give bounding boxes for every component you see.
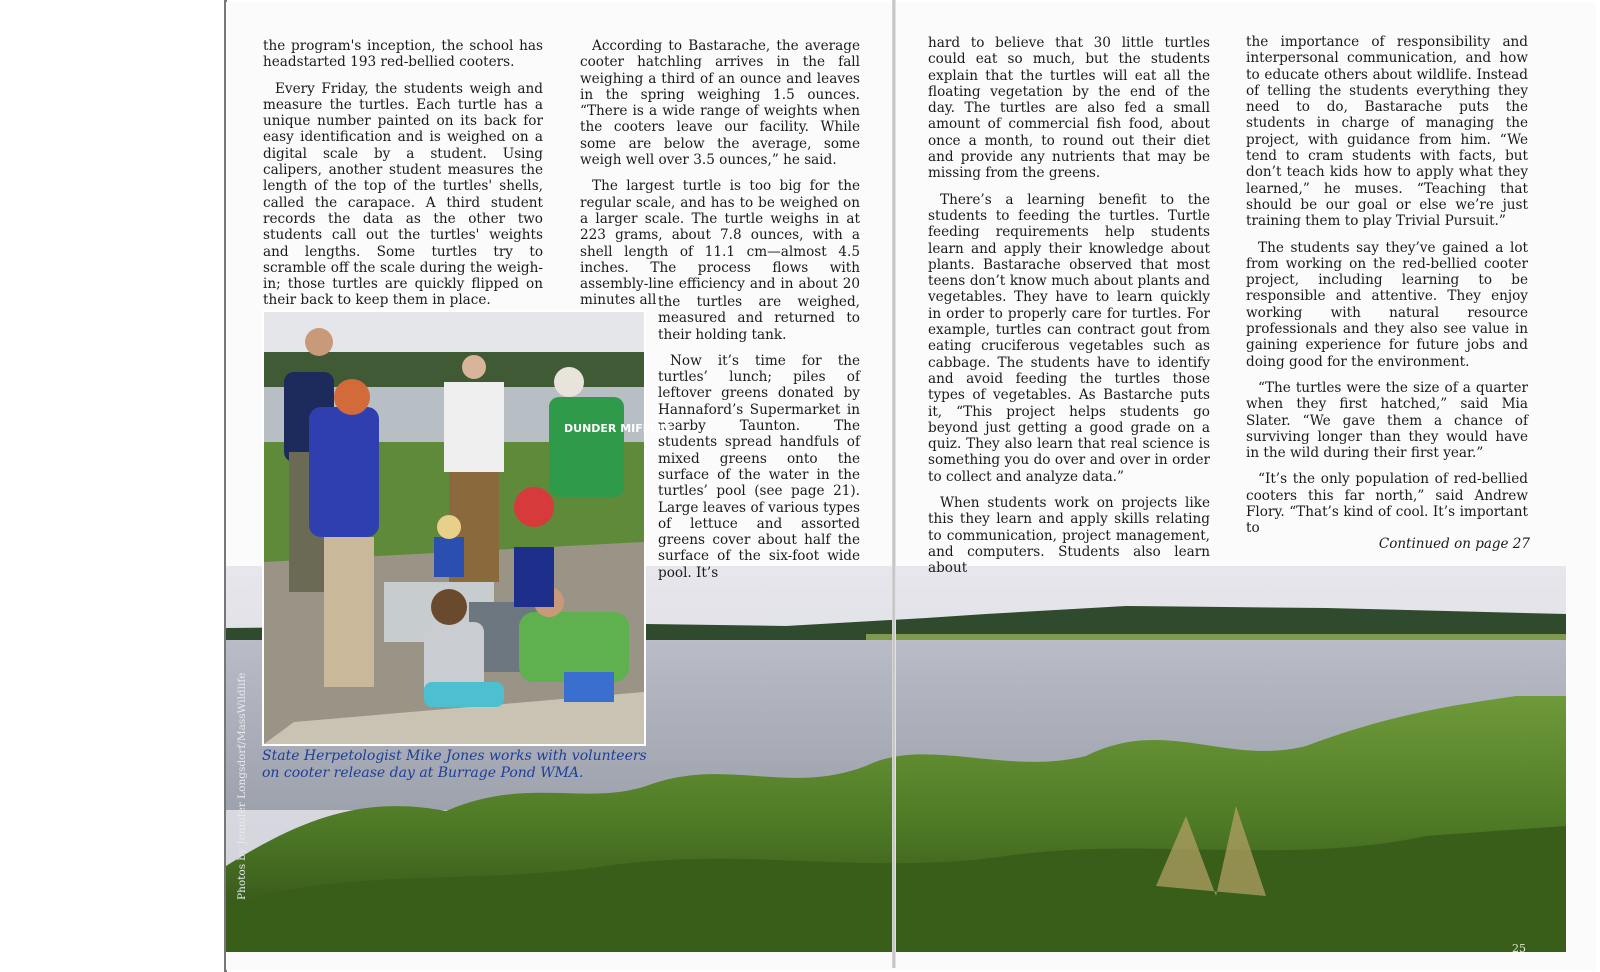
paragraph: The largest turtle is too big for the regular scale, and has to be weighed on a larger scale. The turtle weighs in at 223 grams, about 7.8 ounces, with a shell length of 11.1 cm—almost 4.5 inches. The process flows with assembly-line efficiency and in about 20 minutes all bbox=[580, 178, 860, 309]
column-4 bbox=[1246, 34, 1528, 547]
photo-credit: Photos by Jennifer Longsdorf/MassWildlife bbox=[236, 672, 248, 900]
page-gutter bbox=[892, 0, 896, 968]
shirt-text: DUNDER MIFFLIN bbox=[564, 422, 671, 435]
column-1 bbox=[263, 38, 543, 319]
paragraph: the program's inception, the school has headstarted 193 red-bellied cooters. bbox=[263, 38, 543, 71]
paragraph: “It’s the only population of red-bellied cooters this far north,” said Andrew Flory. “That’s kind of cool. It’s important to bbox=[1246, 471, 1528, 537]
paragraph: the importance of responsibility and interpersonal communication, and how to educate others about wildlife. Instead of telling the students everything they need to do, Bastarache puts the students in charge of managing the project, with guidance from him. “We tend to cram students with facts, but don’t teach kids how to apply what they learned,” he muses. “Teaching that should be our goal or else we’re just training them to play Trivial Pursuit.” bbox=[1246, 34, 1528, 230]
volunteers-photo bbox=[262, 310, 671, 746]
paragraph: Now it’s time for the turtles’ lunch; piles of leftover greens donated by Hannaford’s Supermarket in nearby Taunton. The students spread handfuls of mixed greens onto the surface of the water in the turtles’ pool (see page 21). Large leaves of various types of lettuce and assorted greens cover about half the surface of the six-foot wide pool. It’s bbox=[658, 352, 860, 581]
page-number: 25 bbox=[1512, 942, 1526, 955]
paragraph: The students say they’ve gained a lot from working on the red-bellied cooter project, including learning to be responsible and attentive. They enjoy working with natural resource professionals and they also see value in gaining experience for future jobs and doing good for the environment. bbox=[1246, 239, 1528, 370]
paragraph: Every Friday, the students weigh and measure the turtles. Each turtle has a unique number painted on its back for easy identification and is weighed on a digital scale by a student. Using calipers, another student measures the length of the top of the turtles' shells, called the carapace. A third student records the data as the other two students call out the turtles' weights and lengths. Some turtles try to scramble off the scale during the weigh-in; those turtles are quickly flipped on their back to keep them in place. bbox=[263, 80, 543, 309]
paragraph: There’s a learning benefit to the students to feeding the turtles. Turtle feeding requirements help students learn and apply their knowledge about plants. Bastarache observed that most teens don’t know much about plants and vegetables. They have to learn quickly in order to properly care for turtles. For example, turtles can contract gout from eating cruciferous vegetables such as cabbage. The students have to identify and avoid feeding the turtles those types of vegetables. As Bastarche puts it, “This project helps students go beyond just getting a good grade on a quiz. They also learn that real science is something you do over and over in order to collect and analyze data.” bbox=[928, 191, 1210, 485]
photo-caption: State Herpetologist Mike Jones works with volunteers on cooter release day at Burrage Pond WMA. bbox=[262, 748, 647, 781]
paragraph: When students work on projects like this they learn and apply skills relating to communication, project management, and computers. Students also learn about bbox=[928, 495, 1210, 577]
paragraph: hard to believe that 30 little turtles could eat so much, but the students explain that the turtles will eat all the floating vegetation by the end of the day. The turtles are also fed a small amount of commercial fish food, about once a month, to round out their diet and provide any nutrients that may be missing from the greens. bbox=[928, 35, 1210, 182]
column-2-wrap bbox=[658, 294, 860, 591]
column-3 bbox=[928, 35, 1210, 587]
paragraph: According to Bastarache, the average cooter hatchling arrives in the fall weighing a third of an ounce and leaves in the spring weighing 1.5 ounces. “There is a wide range of weights when the cooters leave our facility. While some are below the average, some weigh well over 3.5 ounces,” he said. bbox=[580, 38, 860, 169]
column-2 bbox=[580, 38, 860, 319]
continued-note: Continued on page 27 bbox=[1378, 536, 1530, 552]
paragraph: the turtles are weighed, measured and returned to their holding tank. bbox=[658, 294, 860, 343]
paragraph: “The turtles were the size of a quarter when they first hatched,” said Mia Slater. “We gave them a chance of surviving longer than they would have in the wild during their first year.” bbox=[1246, 379, 1528, 462]
